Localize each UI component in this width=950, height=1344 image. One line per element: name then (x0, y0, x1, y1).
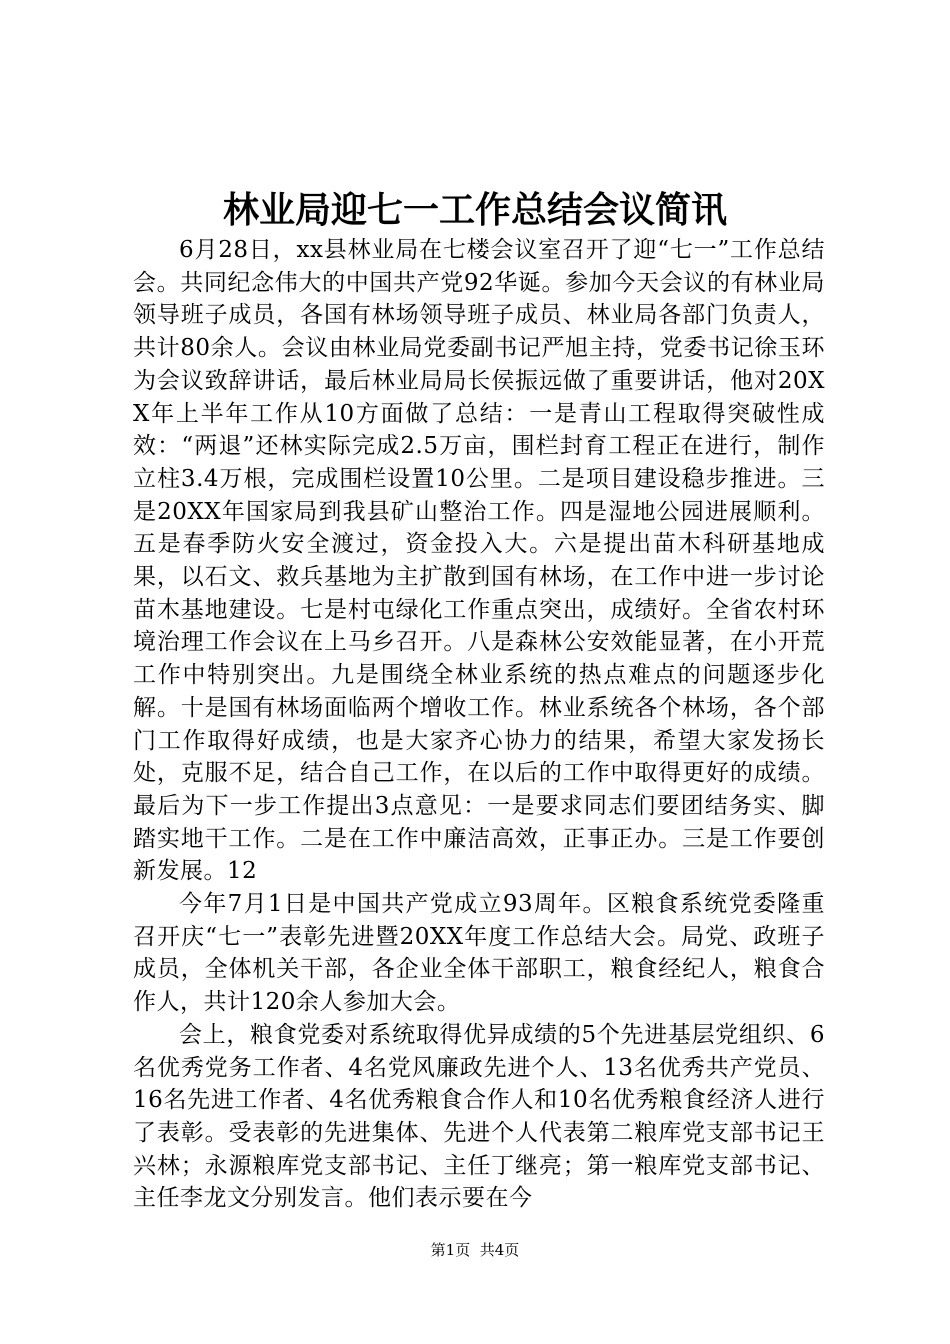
page-footer (0, 1240, 950, 1260)
paragraph-3: 会上，粮食党委对系统取得优异成绩的5个先进基层党组织、6名优秀党务工作者、4名党风廉政先进个人、13名优秀共产党员、16名先进工作者、4名优秀粮食合作人和10名优秀粮食经济人进行了表彰。受表彰的先进集体、先进个人代表第二粮库党支部书记王兴林；永源粮库党支部书记、主任丁继亮；第一粮库党支部书记、主任李龙文分别发言。他们表示要在今 (133, 1021, 825, 1212)
document-body (133, 234, 825, 1215)
page-total: 共4页 (479, 1241, 520, 1259)
paragraph-1: 6月28日，xx县林业局在七楼会议室召开了迎“七一”工作总结会。共同纪念伟大的中国共产党92华诞。参加今天会议的有林业局领导班子成员，各国有林场领导班子成员、林业局各部门负责人，共计80余人。会议由林业局党委副书记严旭主持，党委书记徐玉环为会议致辞讲话，最后林业局局长侯振远做了重要讲话，他对20XX年上半年工作从10方面做了总结：一是青山工程取得突破性成效：“两退”还林实际完成2.5万亩，围栏封育工程正在进行，制作立柱3.4万根，完成围栏设置10公里。二是项目建设稳步推进。三是20XX年国家局到我县矿山整治工作。四是湿地公园进展顺利。五是春季防火安全渡过，资金投入大。六是提出苗木科研基地成果，以石文、救兵基地为主扩散到国有林场，在工作中进一步讨论苗木基地建设。七是村屯绿化工作重点突出，成绩好。全省农村环境治理工作会议在上马乡召开。八是森林公安效能显著，在小开荒工作中特别突出。九是围绕全林业系统的热点难点的问题逐步化解。十是国有林场面临两个增收工作。林业系统各个林场，各个部门工作取得好成绩，也是大家齐心协力的结果，希望大家发扬长处，克服不足，结合自己工作，在以后的工作中取得更好的成绩。最后为下一步工作提出3点意见：一是要求同志们要团结务实、脚踏实地干工作。二是在工作中廉洁高效，正事正办。三是工作要创新发展。12 (133, 237, 825, 885)
document-title: 林业局迎七一工作总结会议简讯 (222, 190, 727, 231)
page-number: 第1页 (430, 1241, 471, 1259)
paragraph-2: 今年7月1日是中国共产党成立93周年。区粮食系统党委隆重召开庆“七一”表彰先进暨20XX年度工作总结大会。局党、政班子成员，全体机关干部，各企业全体干部职工，粮食经纪人，粮食合作人，共计120余人参加大会。 (133, 891, 825, 1016)
